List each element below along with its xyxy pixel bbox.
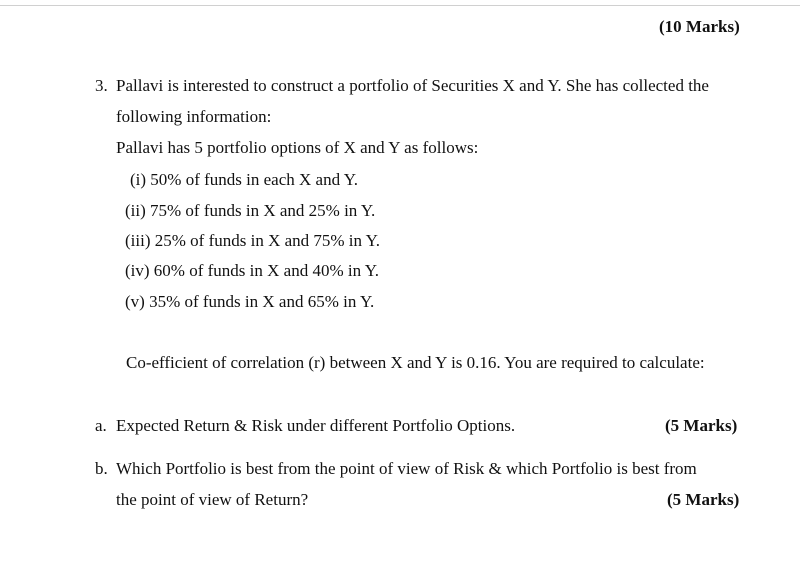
part-b-text-line2: the point of view of Return?	[116, 490, 309, 509]
option-item: (v) 35% of funds in X and 65% in Y.	[125, 292, 375, 311]
question-intro-line1: Pallavi is interested to construct a portfolio of Securities X and Y. She has collected the	[116, 76, 709, 95]
option-item: (i) 50% of funds in each X and Y.	[130, 170, 359, 189]
total-marks: (10 Marks)	[659, 17, 740, 36]
top-divider	[0, 5, 800, 6]
part-a-marks: (5 Marks)	[665, 416, 738, 435]
part-b-text-line1: Which Portfolio is best from the point of view of Risk & which Portfolio is best from	[116, 459, 697, 478]
part-b-marks: (5 Marks)	[667, 490, 740, 509]
part-b-label: b.	[95, 459, 108, 478]
part-a-label: a.	[95, 416, 107, 435]
option-item: (ii) 75% of funds in X and 25% in Y.	[125, 201, 376, 220]
question-number: 3.	[95, 76, 108, 95]
correlation-statement: Co-efficient of correlation (r) between X and Y is 0.16. You are required to calculate:	[126, 353, 705, 372]
option-item: (iv) 60% of funds in X and 40% in Y.	[125, 261, 380, 280]
options-intro: Pallavi has 5 portfolio options of X and Y as follows:	[116, 138, 479, 157]
part-a-text: Expected Return & Risk under different Portfolio Options.	[116, 416, 516, 435]
option-item: (iii) 25% of funds in X and 75% in Y.	[125, 231, 380, 250]
question-intro-line2: following information:	[116, 107, 272, 126]
